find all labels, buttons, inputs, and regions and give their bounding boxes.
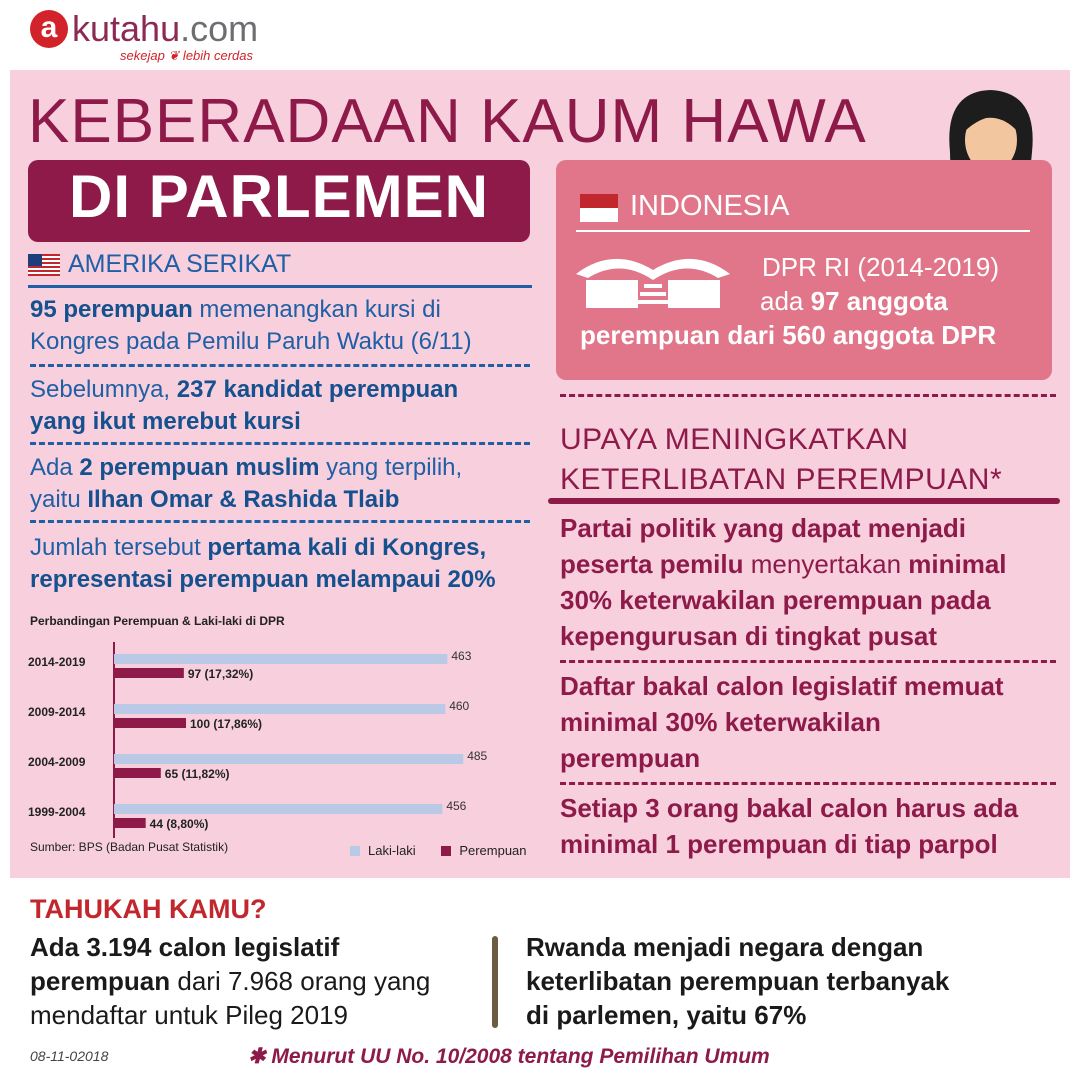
bar-label-laki-laki: 456 — [446, 799, 467, 813]
legend-label-perempuan: Perempuan — [459, 843, 527, 859]
did-you-know-b-bold-3: di parlemen, yaitu 67% — [526, 1000, 807, 1030]
us-fact-1-line-2: Kongres pada Pemilu Paruh Waktu (6/11) — [30, 328, 472, 355]
chart-category-label: 2014-2019 — [28, 655, 86, 669]
upaya-underline — [548, 498, 1060, 504]
indonesia-line-3-bold: perempuan dari 560 anggota DPR — [580, 320, 997, 350]
upaya-2-line-2: minimal 30% keterwakilan — [560, 707, 881, 737]
upaya-2-line-3: perempuan — [560, 743, 701, 773]
us-fact-2-bold-2: yang ikut merebut kursi — [30, 408, 301, 435]
indonesia-divider — [576, 230, 1030, 232]
divider — [30, 442, 530, 445]
us-fact-2-line-2 — [30, 406, 301, 438]
did-you-know-b-line-2 — [526, 964, 949, 998]
did-you-know-b-bold-1: Rwanda menjadi negara dengan — [526, 932, 924, 962]
upaya-1-bold: peserta pemilu — [560, 549, 744, 579]
divider — [560, 782, 1056, 785]
bar-label-perempuan: 100 (17,86%) — [190, 717, 263, 731]
did-you-know-a-bold-2: perempuan — [30, 966, 171, 996]
bar-label-laki-laki: 460 — [449, 699, 470, 713]
divider — [30, 520, 530, 523]
indonesia-line-3 — [580, 320, 996, 351]
upaya-1-line-4: kepengurusan di tingkat pusat — [560, 621, 938, 651]
legend-swatch-laki — [350, 846, 360, 856]
bar-perempuan — [114, 668, 184, 678]
us-fact-4-line-1 — [30, 532, 486, 564]
us-fact-1-line-1 — [30, 294, 441, 326]
indonesia-line-1: DPR RI (2014-2019) — [762, 252, 999, 282]
us-section-header — [28, 250, 532, 288]
us-heading: AMERIKA SERIKAT — [68, 250, 292, 278]
us-fact-4-bold-2: representasi perempuan melampaui 20% — [30, 566, 496, 593]
dpr-bar-chart — [28, 638, 548, 868]
publish-date: 08-11-02018 — [30, 1048, 109, 1064]
us-fact-3-bold: 2 perempuan muslim — [79, 454, 320, 481]
divider — [30, 364, 530, 367]
did-you-know-a-line-1 — [30, 930, 339, 964]
bar-perempuan — [114, 818, 146, 828]
bar-label-perempuan: 65 (11,82%) — [164, 767, 230, 781]
upaya-1-line-3: 30% keterwakilan perempuan pada — [560, 585, 991, 615]
upaya-3-line-1: Setiap 3 orang bakal calon harus ada — [560, 793, 1019, 823]
us-fact-3-line-2 — [30, 484, 399, 516]
divider — [560, 394, 1056, 397]
indonesia-flag-icon — [580, 194, 618, 222]
upaya-heading-line-2: KETERLIBATAN PEREMPUAN* — [560, 463, 1003, 496]
us-flag-icon — [28, 254, 60, 276]
chart-legend — [350, 842, 527, 858]
us-fact-1-bold: 95 perempuan — [30, 296, 193, 323]
did-you-know-a-text: dari 7.968 orang yang — [170, 966, 431, 996]
us-fact-3-bold-2: Ilhan Omar & Rashida Tlaib — [87, 486, 400, 513]
us-fact-2-line-1 — [30, 374, 458, 406]
divider — [560, 660, 1056, 663]
us-fact-3-text: Ada — [30, 454, 80, 481]
indonesia-line-2 — [760, 286, 948, 317]
us-fact-1-text: memenangkan kursi di — [192, 296, 441, 323]
did-you-know-b-bold-2: keterlibatan perempuan terbanyak — [526, 966, 950, 996]
us-fact-4-text: Jumlah tersebut — [30, 534, 208, 561]
legend-swatch-perempuan — [441, 846, 451, 856]
bar-label-perempuan: 44 (8,80%) — [149, 817, 209, 831]
chart-source: Sumber: BPS (Badan Pusat Statistik) — [30, 840, 229, 854]
did-you-know-b-line-3 — [526, 998, 806, 1032]
us-fact-2-bold: 237 kandidat perempuan — [176, 376, 459, 403]
did-you-know-b-line-1 — [526, 930, 923, 964]
us-fact-3-line-1 — [30, 452, 462, 484]
us-fact-3-text-2: yang terpilih, — [319, 454, 463, 481]
logo-word: kutahu — [72, 8, 181, 49]
did-you-know-a-line-3: mendaftar untuk Pileg 2019 — [30, 1000, 348, 1030]
indonesia-line-2-text: ada — [760, 286, 811, 316]
logo-wordmark — [72, 8, 258, 50]
us-fact-4-bold: pertama kali di Kongres, — [207, 534, 487, 561]
indonesia-line-2-bold: 97 anggota — [810, 286, 948, 316]
bar-perempuan — [114, 718, 186, 728]
upaya-1-bold-2: minimal — [908, 549, 1007, 579]
parliament-building-icon — [568, 244, 738, 314]
upaya-heading — [560, 420, 1002, 500]
upaya-heading-line-1: UPAYA MENINGKATKAN — [560, 423, 909, 456]
vertical-divider — [492, 936, 498, 1028]
chart-title: Perbandingan Perempuan & Laki-laki di DPR — [30, 614, 285, 628]
did-you-know-a-line-2 — [30, 964, 430, 998]
bar-laki-laki — [114, 804, 442, 814]
chart-category-label: 2004-2009 — [28, 755, 86, 769]
logo-tagline: sekejap ❦ lebih cerdas — [120, 48, 254, 63]
chart-category-label: 1999-2004 — [28, 805, 86, 819]
bar-laki-laki — [114, 704, 445, 714]
did-you-know-a-bold: Ada 3.194 calon legislatif — [30, 932, 340, 962]
bar-label-laki-laki: 485 — [467, 749, 488, 763]
upaya-2-line-1: Daftar bakal calon legislatif memuat — [560, 671, 1004, 701]
upaya-1-line-2 — [560, 546, 1007, 582]
bar-laki-laki — [114, 654, 447, 664]
bar-label-perempuan: 97 (17,32%) — [187, 667, 254, 681]
footnote: ✱ Menurut UU No. 10/2008 tentang Pemilihan Umum — [248, 1045, 770, 1068]
upaya-1-line-1: Partai politik yang dapat menjadi — [560, 513, 966, 543]
bar-perempuan — [114, 768, 161, 778]
page-subtitle: DI PARLEMEN — [69, 163, 489, 230]
upaya-3-line-2: minimal 1 perempuan di tiap parpol — [560, 829, 998, 859]
upaya-1-text: menyertakan — [743, 549, 909, 579]
bar-laki-laki — [114, 754, 463, 764]
chart-category-label: 2009-2014 — [28, 705, 86, 719]
indonesia-heading: INDONESIA — [630, 190, 790, 222]
logo-badge: a — [30, 10, 68, 48]
us-fact-2-text: Sebelumnya, — [30, 376, 177, 403]
us-fact-4-line-2 — [30, 564, 496, 596]
did-you-know-heading: TAHUKAH KAMU? — [30, 894, 267, 924]
logo-domain: .com — [180, 8, 259, 49]
page-title: KEBERADAAN KAUM HAWA — [28, 87, 867, 156]
us-fact-3-text-3: yaitu — [30, 486, 88, 513]
legend-label-laki: Laki-laki — [368, 843, 416, 859]
bar-label-laki-laki: 463 — [451, 649, 472, 663]
